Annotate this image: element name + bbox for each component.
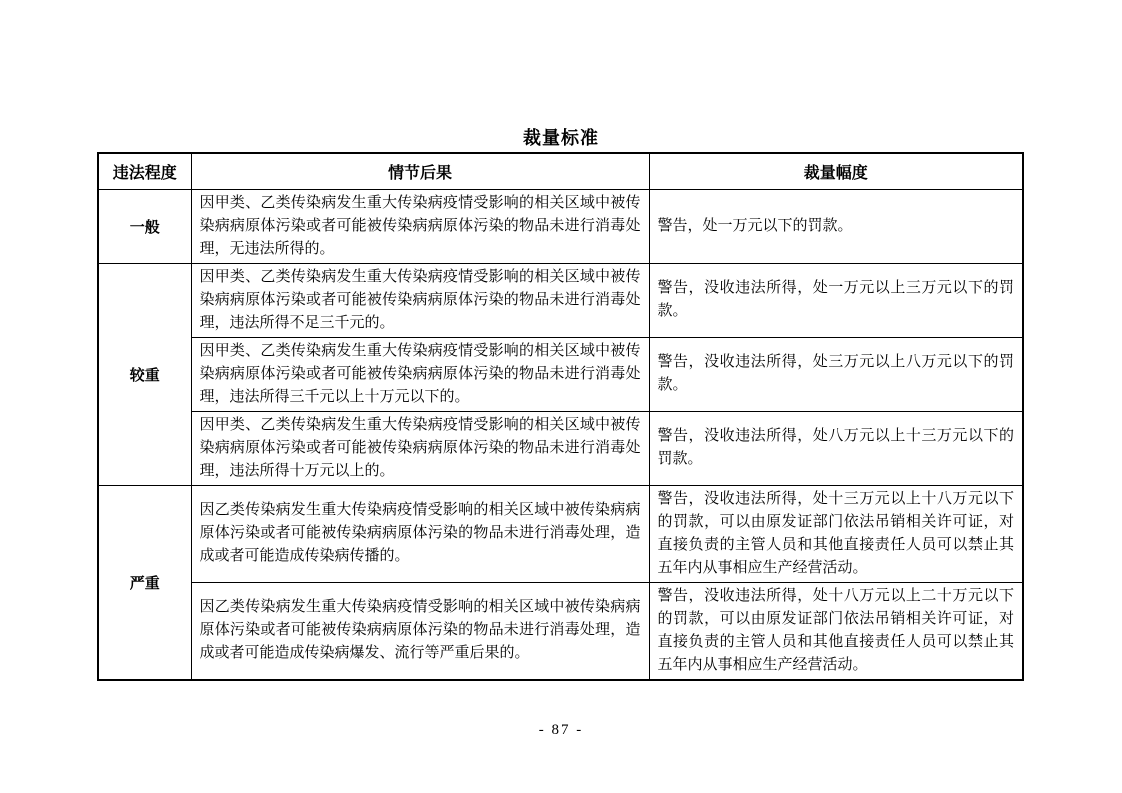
header-violation-level: 违法程度 [98, 153, 191, 189]
table-row [98, 582, 1023, 680]
discretion-standards-table [97, 152, 1024, 681]
circumstance-cell: 因乙类传染病发生重大传染病疫情受影响的相关区域中被传染病病原体污染或者可能被传染病病原体污染的物品未进行消毒处理，造成或者可能造成传染病爆发、流行等严重后果的。 [191, 582, 649, 680]
table-header-row [98, 153, 1023, 189]
table-row [98, 263, 1023, 337]
page-number: - 87 - [538, 722, 584, 738]
circumstance-cell: 因甲类、乙类传染病发生重大传染病疫情受影响的相关区域中被传染病病原体污染或者可能被传染病病原体污染的物品未进行消毒处理，违法所得不足三千元的。 [191, 263, 649, 337]
circumstance-cell: 因甲类、乙类传染病发生重大传染病疫情受影响的相关区域中被传染病病原体污染或者可能被传染病病原体污染的物品未进行消毒处理，违法所得十万元以上的。 [191, 411, 649, 485]
level-cell-severe: 严重 [98, 485, 191, 680]
penalty-cell: 警告，没收违法所得，处一万元以上三万元以下的罚款。 [649, 263, 1023, 337]
penalty-cell: 警告，没收违法所得，处三万元以上八万元以下的罚款。 [649, 337, 1023, 411]
level-cell-moderate: 较重 [98, 263, 191, 485]
header-circumstance: 情节后果 [191, 153, 649, 189]
table-row [98, 411, 1023, 485]
circumstance-cell: 因甲类、乙类传染病发生重大传染病疫情受影响的相关区域中被传染病病原体污染或者可能被传染病病原体污染的物品未进行消毒处理，无违法所得的。 [191, 189, 649, 263]
circumstance-cell: 因乙类传染病发生重大传染病疫情受影响的相关区域中被传染病病原体污染或者可能被传染病病原体污染的物品未进行消毒处理，造成或者可能造成传染病传播的。 [191, 485, 649, 582]
table-row [98, 189, 1023, 263]
header-penalty-range: 裁量幅度 [649, 153, 1023, 189]
table-row [98, 485, 1023, 582]
penalty-cell: 警告，没收违法所得，处十八万元以上二十万元以下的罚款，可以由原发证部门依法吊销相关许可证，对直接负责的主管人员和其他直接责任人员可以禁止其五年内从事相应生产经营活动。 [649, 582, 1023, 680]
level-cell-general: 一般 [98, 189, 191, 263]
penalty-cell: 警告，处一万元以下的罚款。 [649, 189, 1023, 263]
page-title: 裁量标准 [523, 128, 599, 148]
table-row [98, 337, 1023, 411]
penalty-cell: 警告，没收违法所得，处十三万元以上十八万元以下的罚款，可以由原发证部门依法吊销相关许可证，对直接负责的主管人员和其他直接责任人员可以禁止其五年内从事相应生产经营活动。 [649, 485, 1023, 582]
circumstance-cell: 因甲类、乙类传染病发生重大传染病疫情受影响的相关区域中被传染病病原体污染或者可能被传染病病原体污染的物品未进行消毒处理，违法所得三千元以上十万元以下的。 [191, 337, 649, 411]
penalty-cell: 警告，没收违法所得，处八万元以上十三万元以下的罚款。 [649, 411, 1023, 485]
